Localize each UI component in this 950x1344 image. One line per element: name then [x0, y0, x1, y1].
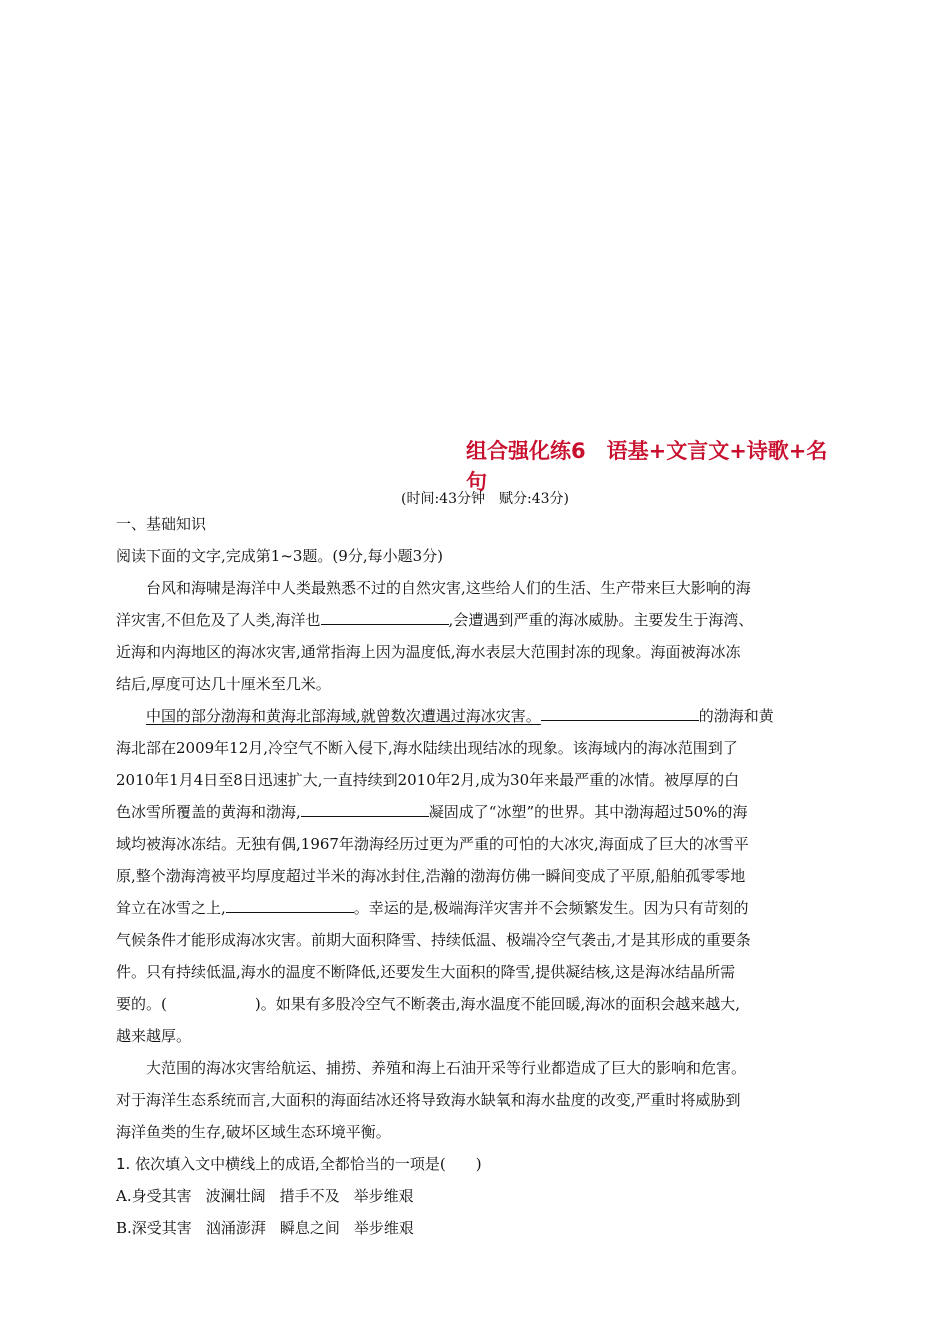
option-b[interactable] [116, 1212, 832, 1244]
passage-line: 气候条件才能形成海冰灾害。前期大面积降雪、持续低温、极端冷空气袭击,才是其形成的重要条 [116, 931, 751, 949]
option-choice: 瞬息之间 [279, 1219, 340, 1237]
section-heading: 一、基础知识 [116, 515, 207, 533]
option-choice: 举步维艰 [353, 1219, 414, 1237]
passage-line: 海北部在2009年12月,冷空气不断入侵下,海水陆续出现结冰的现象。该海域内的海冰范围到了 [116, 739, 738, 757]
option-choice: 汹涌澎湃 [205, 1219, 266, 1237]
passage-text: 洋灾害,不但危及了人类,海洋也 [116, 611, 321, 629]
passage-line [116, 796, 832, 828]
passage-line [116, 988, 832, 1020]
option-label: A. [116, 1187, 132, 1205]
question-number: 1. [116, 1155, 131, 1173]
passage-line: 域均被海冰冻结。无独有偶,1967年渤海经历过更为严重的可怕的大冰灾,海面成了巨大的冰雪平 [116, 835, 749, 853]
passage-text: 要的。( [116, 995, 167, 1013]
passage-text: 耸立在冰雪之上, [116, 899, 226, 917]
option-label: B. [116, 1219, 132, 1237]
time-score-note: (时间:43分钟 赋分:43分) [401, 491, 569, 507]
passage-line: 原,整个渤海湾被平均厚度超过半米的海冰封住,浩瀚的渤海仿佛一瞬间变成了平原,船舶孤零零地 [116, 867, 746, 885]
passage-line: 2010年1月4日至8日迅速扩大,一直持续到2010年2月,成为30年来最严重的冰情。被厚厚的白 [116, 771, 740, 789]
option-a[interactable] [116, 1180, 832, 1212]
passage-text: 的渤海和黄 [698, 707, 774, 725]
passage-paragraph-1 [116, 572, 832, 700]
passage-line: 台风和海啸是海洋中人类最熟悉不过的自然灾害,这些给人们的生活、生产带来巨大影响的海 [146, 579, 751, 597]
question-stem [116, 1148, 832, 1180]
passage-text: 。幸运的是,极端海洋灾害并不会频繁发生。因为只有苛刻的 [353, 899, 749, 917]
passage-line [116, 700, 832, 732]
answer-blank-4 [226, 898, 354, 913]
option-choice: 身受其害 [131, 1187, 192, 1205]
question-1 [116, 1148, 832, 1244]
underlined-sentence: 中国的部分渤海和黄海北部海域,就曾数次遭遇过海冰灾害。 [146, 707, 541, 725]
passage-line: 结后,厚度可达几十厘米至几米。 [116, 675, 331, 693]
title-line-2: 句 [466, 470, 487, 494]
passage-paragraph-2 [116, 700, 832, 1052]
passage-paragraph-3 [116, 1052, 832, 1148]
passage-line: 越来越厚。 [116, 1027, 192, 1045]
passage-text: )。如果有多股冷空气不断袭击,海水温度不能回暖,海冰的面积会越来越大, [254, 995, 741, 1013]
option-choice: 举步维艰 [353, 1187, 414, 1205]
answer-blank-3 [301, 802, 429, 817]
question-text: 依次填入文中横线上的成语,全都恰当的一项是( ) [135, 1155, 482, 1173]
option-choice: 深受其害 [131, 1219, 192, 1237]
passage-text: ,会遭遇到严重的海冰威胁。主要发生于海湾、 [448, 611, 754, 629]
answer-blank-1 [321, 610, 449, 625]
instruction-text: 阅读下面的文字,完成第1~3题。(9分,每小题3分) [116, 547, 443, 565]
passage-text: 凝固成了“冰塑”的世界。其中渤海超过50%的海 [428, 803, 748, 821]
answer-blank-2 [541, 706, 699, 721]
passage-line [116, 604, 832, 636]
passage-text: 色冰雪所覆盖的黄海和渤海, [116, 803, 301, 821]
passage-line: 件。只有持续低温,海水的温度不断降低,还要发生大面积的降雪,提供凝结核,这是海冰结晶所需 [116, 963, 736, 981]
option-choice: 措手不及 [279, 1187, 340, 1205]
option-choice: 波澜壮阔 [205, 1187, 266, 1205]
document-body [116, 508, 832, 1244]
passage-line: 近海和内海地区的海冰灾害,通常指海上因为温度低,海水表层大范围封冻的现象。海面被海冰冻 [116, 643, 741, 661]
passage-line: 对于海洋生态系统而言,大面积的海面结冰还将导致海水缺氧和海水盐度的改变,严重时将威胁到 [116, 1091, 741, 1109]
passage-line: 大范围的海冰灾害给航运、捕捞、养殖和海上石油开采等行业都造成了巨大的影响和危害。 [146, 1059, 747, 1077]
passage-line [116, 892, 832, 924]
passage-line: 海洋鱼类的生存,破坏区域生态环境平衡。 [116, 1123, 391, 1141]
title-line-1: 组合强化练6 语基+文言文+诗歌+名 [466, 439, 828, 463]
